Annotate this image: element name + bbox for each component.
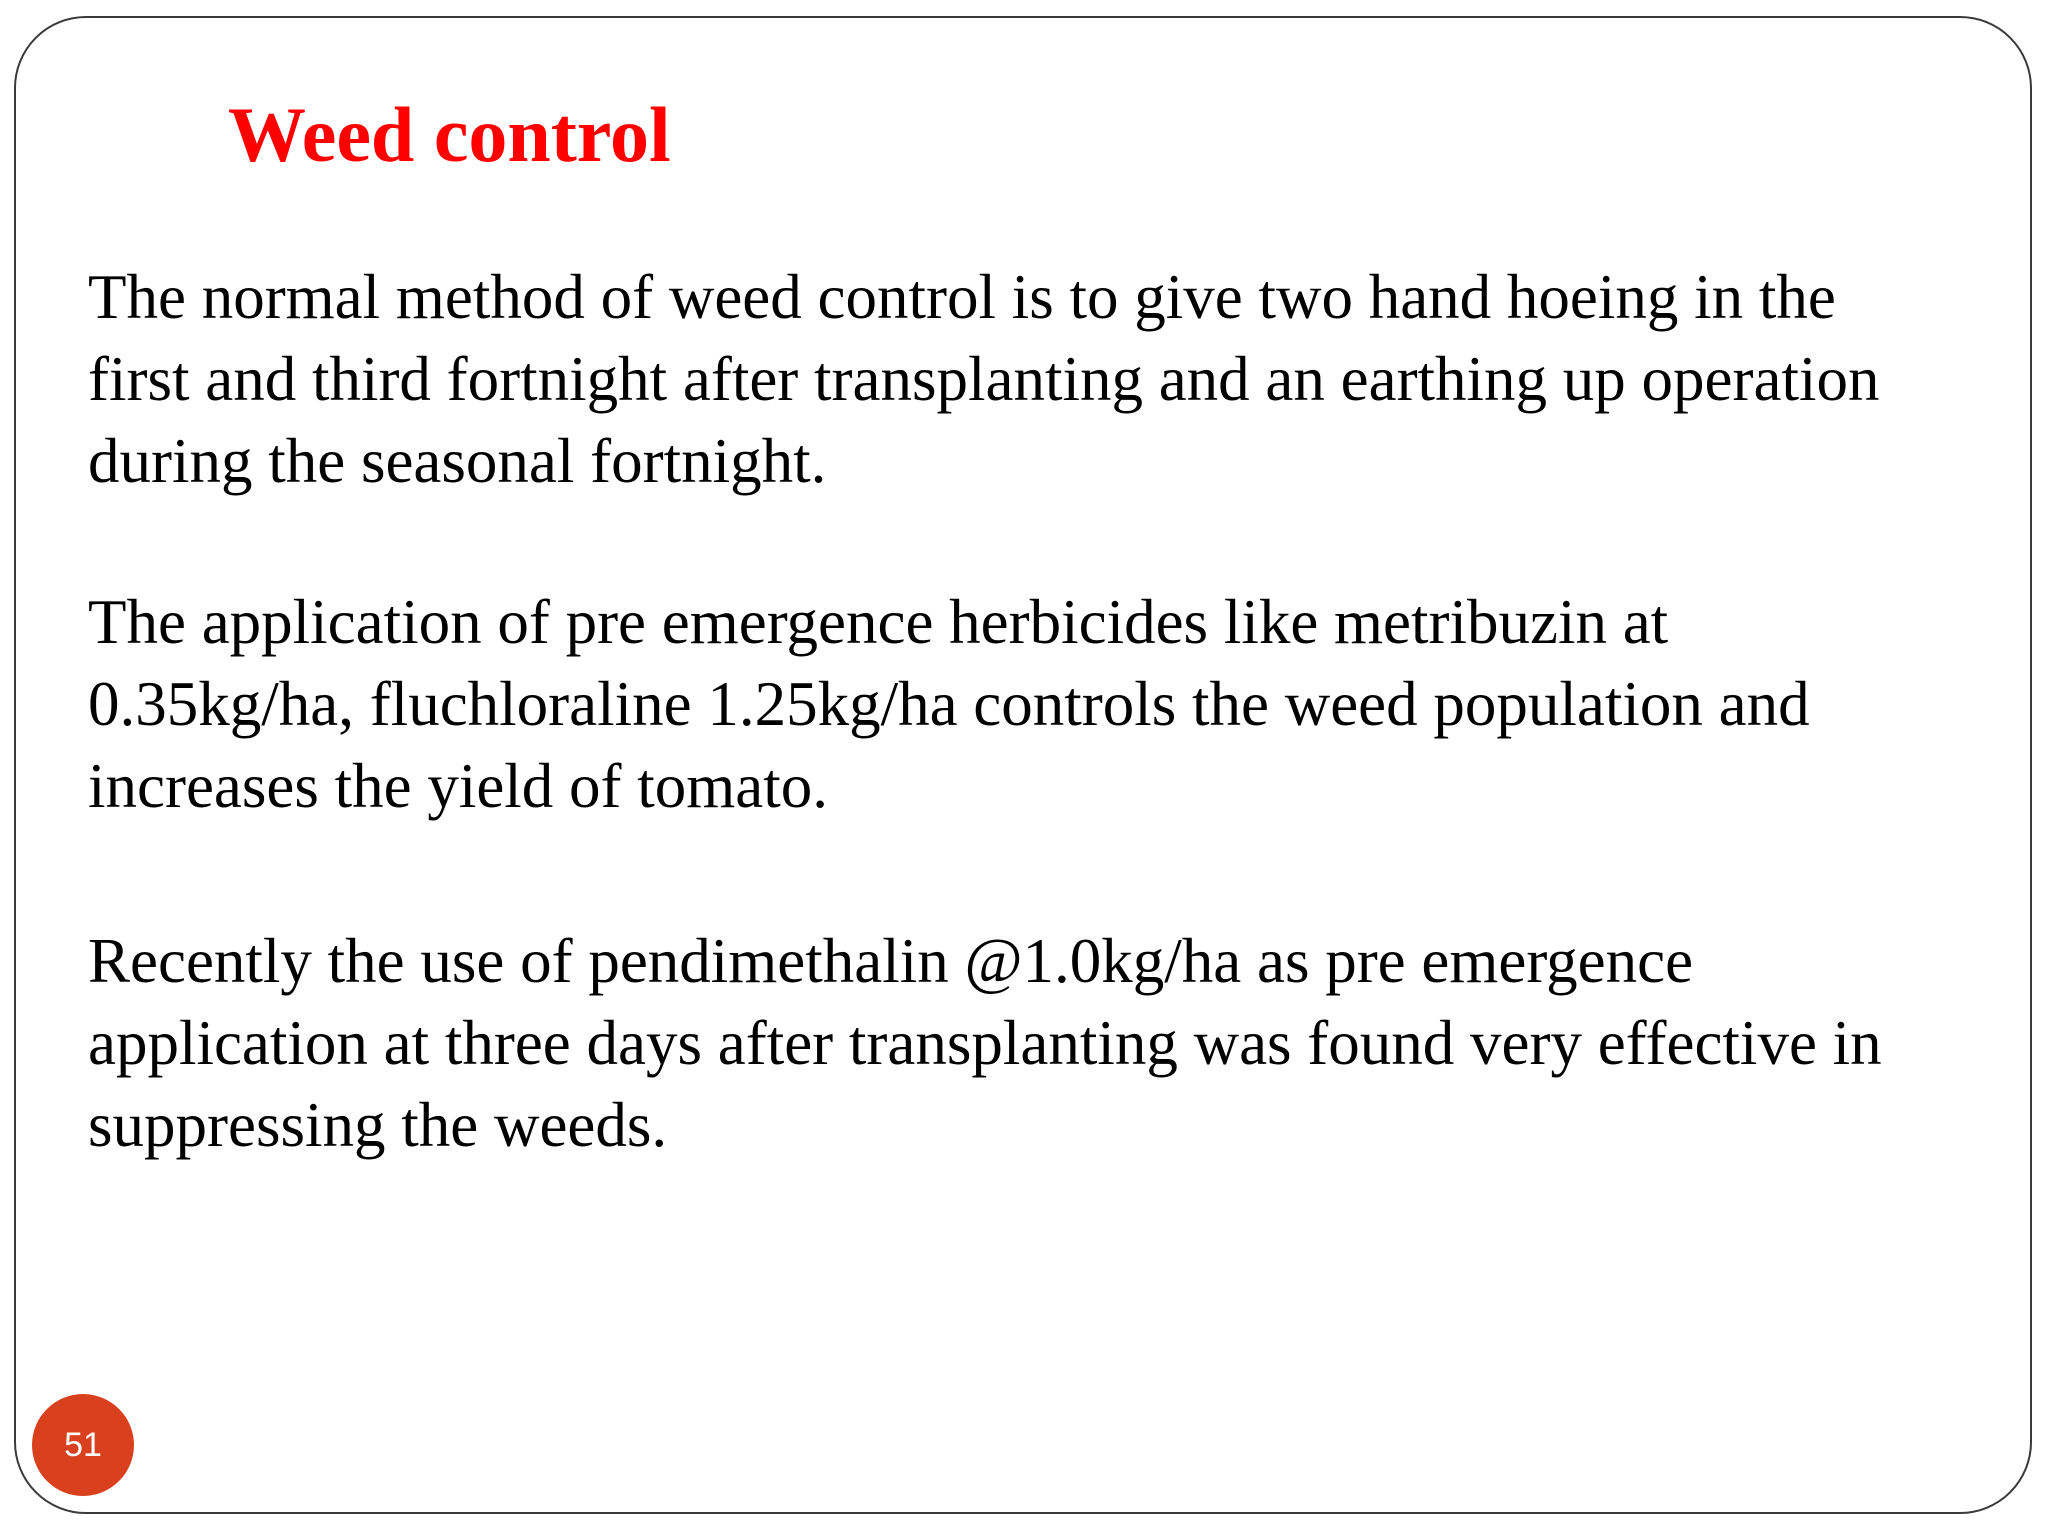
paragraph-line: increases the yield of tomato.	[88, 751, 829, 821]
paragraph-line: The application of pre emergence herbicides like metribuzin at	[88, 587, 1669, 657]
paragraph-line: first and third fortnight after transplanting and an earthing up operation	[88, 344, 1880, 414]
paragraph-line: 0.35kg/ha, fluchloraline 1.25kg/ha controls the weed population and	[88, 669, 1810, 739]
paragraph-line: Recently the use of pendimethalin @1.0kg/ha as pre emergence	[88, 926, 1694, 996]
page-number-badge: 51	[32, 1394, 134, 1496]
paragraph-herbicides	[88, 581, 2048, 827]
paragraph-line: during the seasonal fortnight.	[88, 426, 827, 496]
paragraph-line: suppressing the weeds.	[88, 1090, 668, 1160]
slide-title: Weed control	[228, 91, 671, 178]
paragraph-line: application at three days after transplanting was found very effective in	[88, 1008, 1882, 1078]
paragraph-hand-hoeing	[88, 256, 2048, 502]
paragraph-line: The normal method of weed control is to give two hand hoeing in the	[88, 262, 1836, 332]
paragraph-pendimethalin	[88, 920, 2048, 1166]
